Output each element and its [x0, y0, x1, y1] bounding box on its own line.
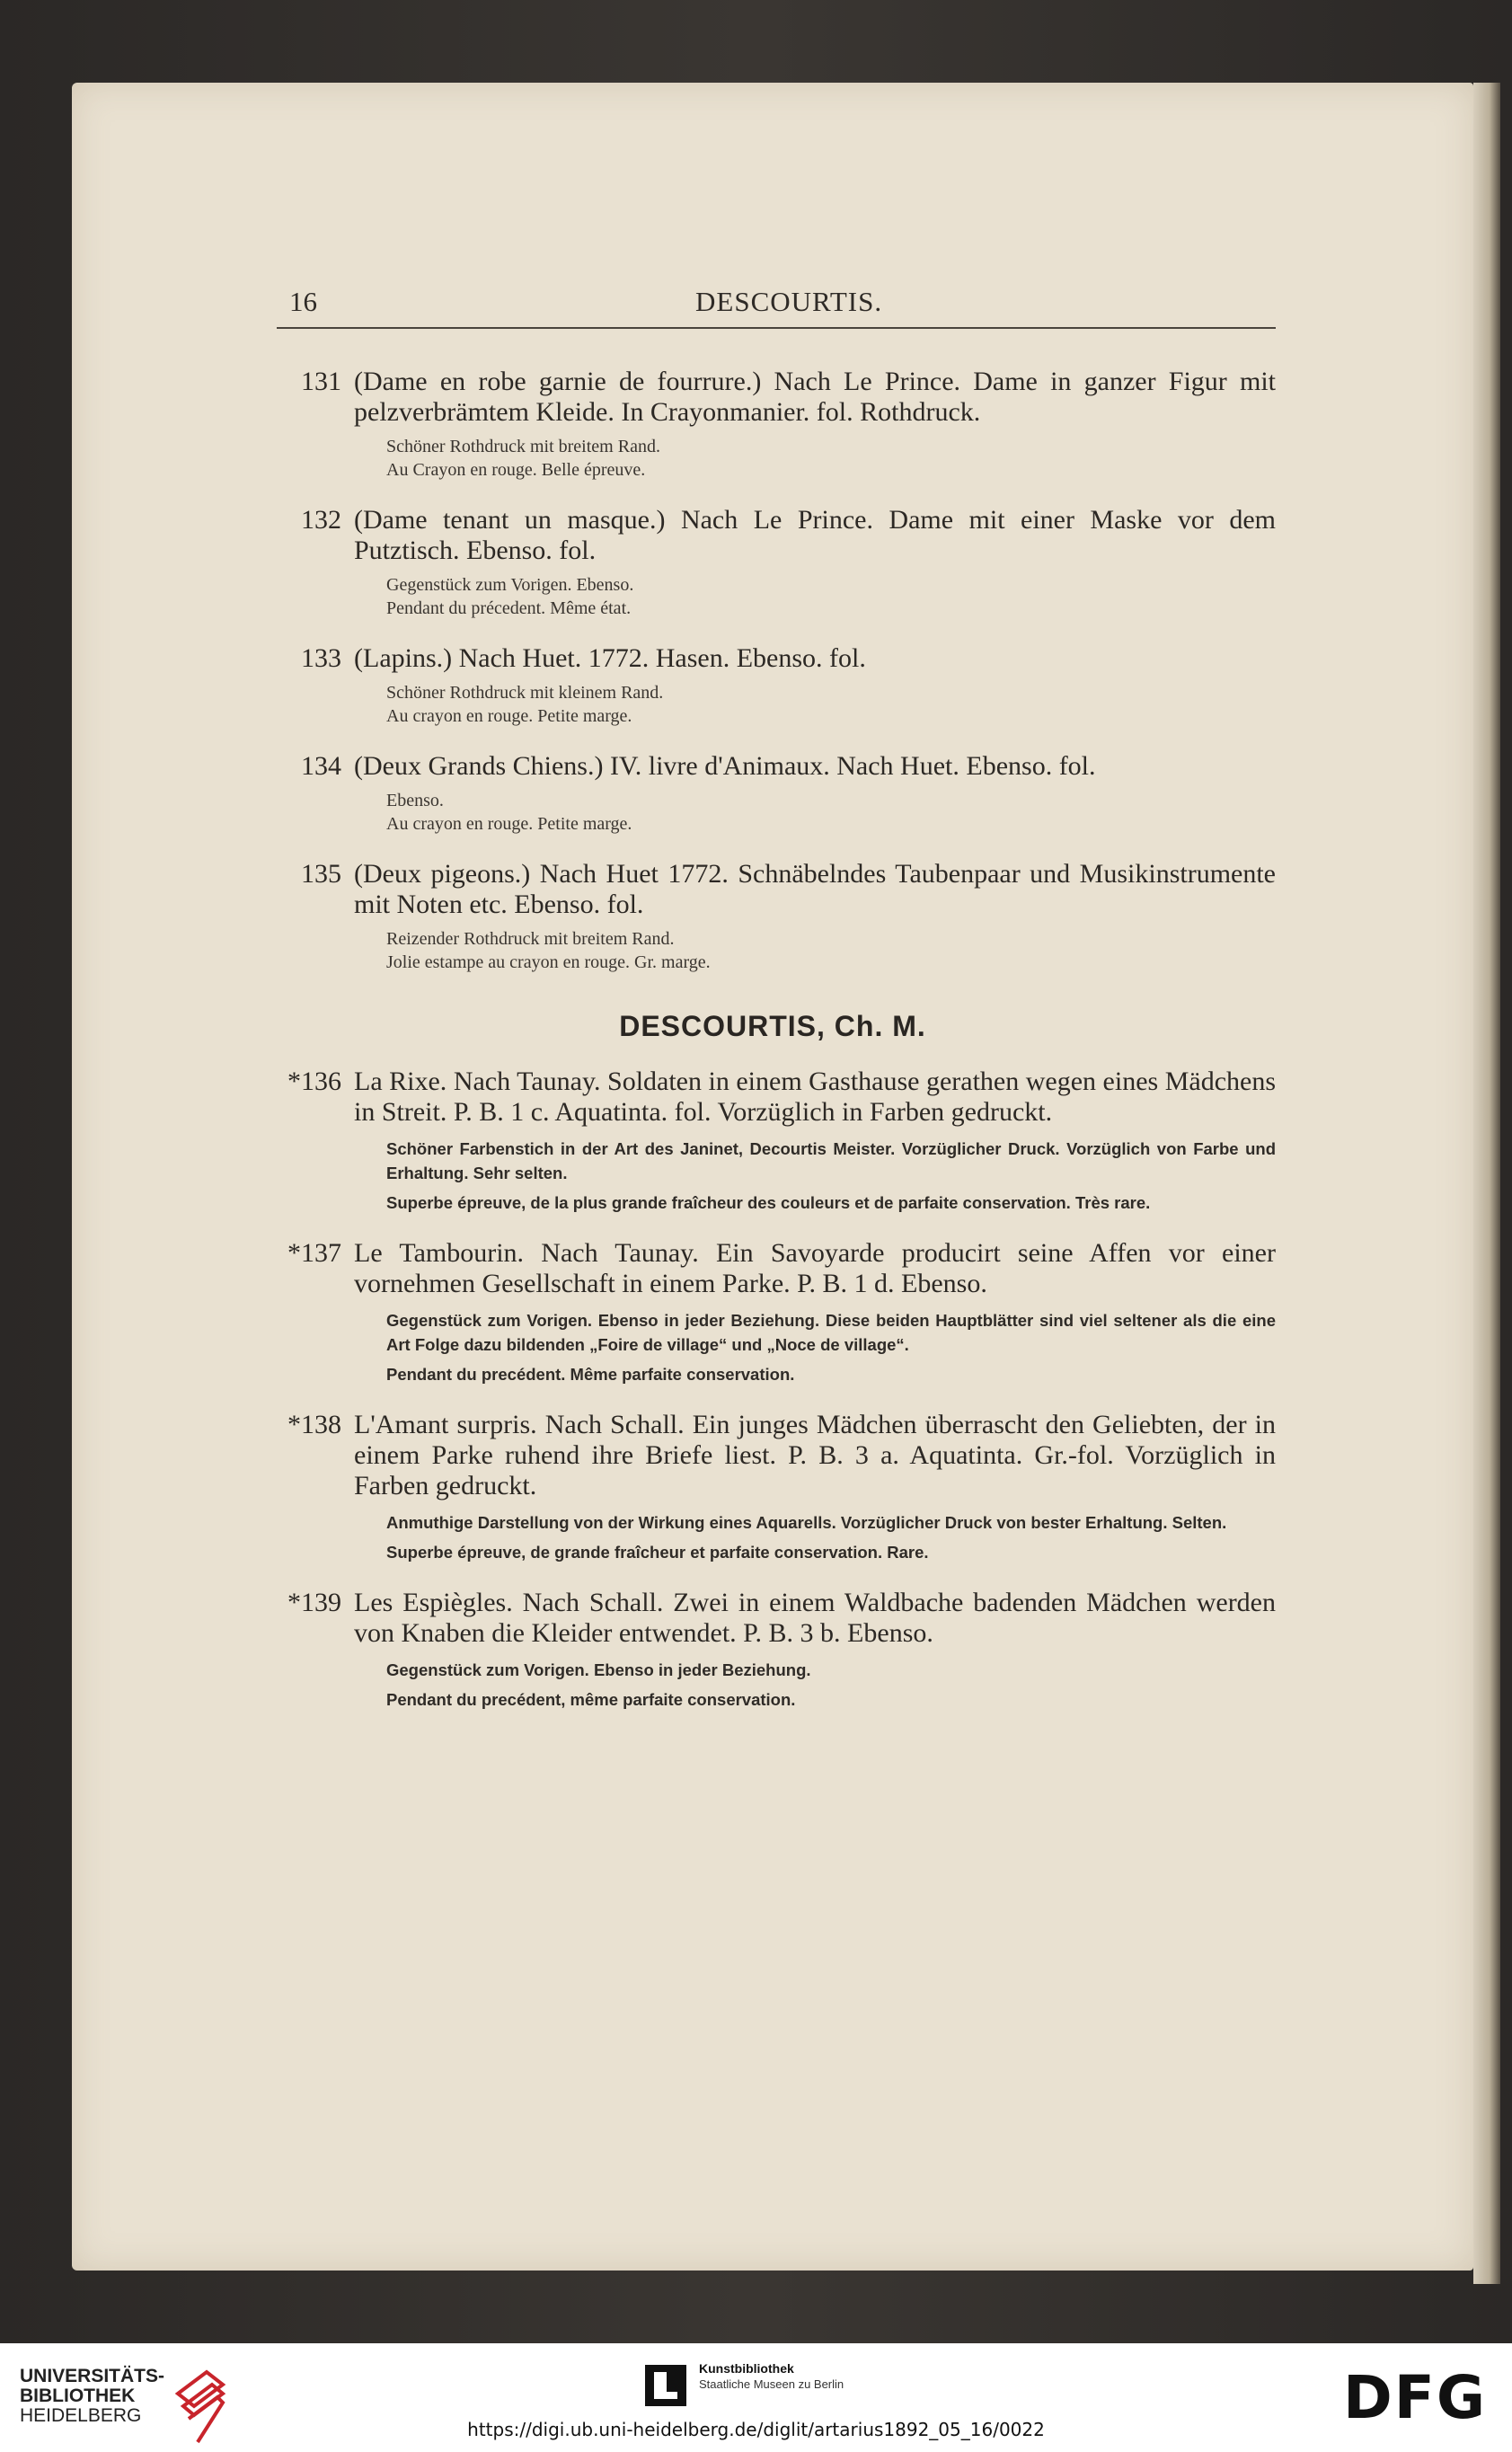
- entry-text: (Deux pigeons.) Nach Huet 1772. Schnäbelndes Taubenpaar und Musikinstrumente mit Noten etc. Ebenso. fol.: [354, 859, 1276, 919]
- entry-note-fr: Superbe épreuve, de la plus grande fraîcheur des couleurs et de parfaite conservation. Très rare.: [386, 1193, 1151, 1212]
- entry-number: 135: [301, 859, 341, 889]
- ub-logo-line: BIBLIOTHEK: [20, 2386, 136, 2406]
- permalink-url[interactable]: https://digi.ub.uni-heidelberg.de/diglit/artarius1892_05_16/0022: [467, 2419, 1045, 2440]
- entry-note-fr: Au crayon en rouge. Petite marge.: [386, 814, 632, 834]
- entry-text: La Rixe. Nach Taunay. Soldaten in einem Gasthause gerathen wegen eines Mädchens in Streit. P. B. 1 c. Aquatinta. fol. Vorzüglich in Farben gedruckt.: [354, 1067, 1276, 1127]
- entry-note-de: Gegenstück zum Vorigen. Ebenso in jeder Beziehung.: [386, 1660, 811, 1679]
- header-rule: [277, 327, 1276, 329]
- entry-note-fr: Au crayon en rouge. Petite marge.: [386, 706, 632, 726]
- dfg-logo[interactable]: DFG: [1343, 2363, 1488, 2432]
- entry-number: 133: [301, 643, 341, 673]
- entry-note-de: Anmuthige Darstellung von der Wirkung eines Aquarells. Vorzüglicher Druck von bester Erhaltung. Selten.: [386, 1513, 1227, 1532]
- entry-number: *136: [287, 1067, 341, 1096]
- kunstbibliothek-name: Kunstbibliothek: [699, 2361, 794, 2376]
- ub-logo-line: HEIDELBERG: [20, 2405, 142, 2426]
- ub-heidelberg-logo[interactable]: [20, 2367, 164, 2426]
- entry-text: Le Tambourin. Nach Taunay. Ein Savoyarde producirt seine Affen vor einer vornehmen Gesellschaft in einem Parke. P. B. 1 d. Ebenso.: [354, 1238, 1276, 1298]
- entry-note-fr: Au Crayon en rouge. Belle épreuve.: [386, 460, 646, 480]
- entry-note-de: Ebenso.: [386, 791, 444, 810]
- entry-note-fr: Superbe épreuve, de grande fraîcheur et parfaite conservation. Rare.: [386, 1543, 929, 1562]
- entry-note-fr: Pendant du precédent. Même parfaite conservation.: [386, 1365, 795, 1384]
- entry-number: 131: [301, 367, 341, 396]
- entry-note-de: Schöner Farbenstich in der Art des Janinet, Decourtis Meister. Vorzüglicher Druck. Vorzüglich von Farbe und Erhaltung. Sehr selten.: [386, 1139, 1276, 1182]
- kunstbibliothek-subtitle: Staatliche Museen zu Berlin: [699, 2377, 844, 2391]
- entry-number: 132: [301, 505, 341, 535]
- entry-note-de: Reizender Rothdruck mit breitem Rand.: [386, 929, 675, 949]
- catalog-entry: [270, 1410, 1276, 1564]
- entry-number: 134: [301, 751, 341, 781]
- entry-note-de: Schöner Rothdruck mit kleinem Rand.: [386, 683, 664, 703]
- entry-number: *139: [287, 1588, 341, 1617]
- entry-text: (Dame en robe garnie de fourrure.) Nach Le Prince. Dame in ganzer Figur mit pelzverbrämtem Kleide. In Crayonmanier. fol. Rothdruck.: [354, 367, 1276, 427]
- entry-note-de: Gegenstück zum Vorigen. Ebenso in jeder Beziehung. Diese beiden Hauptblätter sind viel seltener als die eine Art Folge dazu bildenden „Foire de village“ und „Noce de village“.: [386, 1311, 1276, 1354]
- entry-number: *138: [287, 1410, 341, 1439]
- entry-text: (Deux Grands Chiens.) IV. livre d'Animaux. Nach Huet. Ebenso. fol.: [354, 751, 1096, 781]
- entry-note-fr: Pendant du précedent. Même état.: [386, 598, 632, 618]
- ub-logo-line: UNIVERSITÄTS-: [20, 2366, 165, 2386]
- catalog-entry: [270, 367, 1276, 482]
- page-number: 16: [289, 286, 317, 317]
- running-title: DESCOURTIS.: [695, 286, 883, 317]
- page-header: [289, 286, 1276, 325]
- entry-note-fr: Pendant du precédent, même parfaite conservation.: [386, 1690, 796, 1709]
- catalog-entry: [270, 643, 1276, 728]
- entry-text: L'Amant surpris. Nach Schall. Ein junges Mädchen überrascht den Geliebten, der in einem Parke ruhend ihre Briefe liest. P. B. 3 a. Aquatinta. Gr.-fol. Vorzüglich in Farben gedruckt.: [354, 1410, 1276, 1500]
- entry-note-fr: Jolie estampe au crayon en rouge. Gr. marge.: [386, 952, 711, 972]
- catalog-entry: [270, 1238, 1276, 1386]
- catalog-entry: [270, 1067, 1276, 1215]
- section-heading: DESCOURTIS, Ch. M.: [619, 1010, 926, 1042]
- catalog-entry: [270, 859, 1276, 974]
- entry-note-de: Gegenstück zum Vorigen. Ebenso.: [386, 575, 634, 595]
- entry-text: Les Espiègles. Nach Schall. Zwei in einem Waldbache badenden Mädchen werden von Knaben die Kleider entwendet. P. B. 3 b. Ebenso.: [354, 1588, 1276, 1648]
- page-edge: [1473, 83, 1500, 2284]
- catalog-entry: [270, 505, 1276, 620]
- entry-text: (Lapins.) Nach Huet. 1772. Hasen. Ebenso. fol.: [354, 643, 866, 673]
- catalog-entry: [270, 1588, 1276, 1712]
- kunstbibliothek-emblem-icon: [645, 2365, 686, 2406]
- catalog-entry: [270, 751, 1276, 836]
- entry-number: *137: [287, 1238, 341, 1268]
- entry-note-de: Schöner Rothdruck mit breitem Rand.: [386, 437, 660, 456]
- entry-text: (Dame tenant un masque.) Nach Le Prince. Dame mit einer Maske vor dem Putztisch. Ebenso. fol.: [354, 505, 1276, 565]
- catalog-content: [270, 367, 1276, 1735]
